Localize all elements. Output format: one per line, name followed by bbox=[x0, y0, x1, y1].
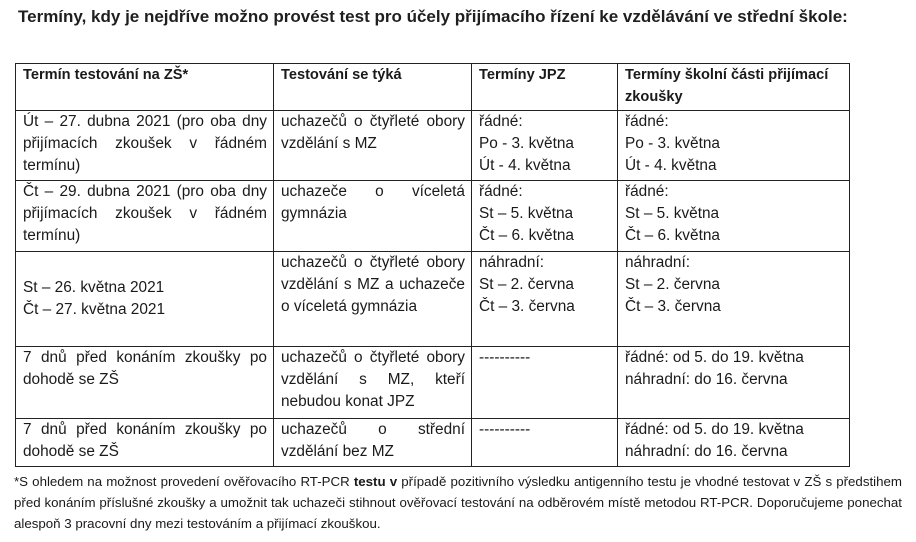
jpz-line: řádné: bbox=[479, 183, 523, 200]
school-line: řádné: od 5. do 19. května bbox=[625, 421, 804, 438]
header-school-exam-dates: Termíny školní části přijímací zkoušky bbox=[618, 64, 850, 111]
header-jpz-dates: Termíny JPZ bbox=[472, 64, 618, 111]
cell-applies-to: uchazečů o čtyřleté obory vzdělání s MZ bbox=[274, 111, 472, 181]
footnote-text: případě pozitivního výsledku antigenního testu je vhodné testovat v ZŠ s předstihem před konáním příslušné zkoušky a umožnit tak uchazeči stihnout ověřovací testování na odběrovém místě metodou RT-PCR. Doporučujeme ponechat alespoň 3 pracovní dny mezi testováním a přijímací zkouškou. bbox=[14, 474, 902, 531]
table-row bbox=[16, 347, 850, 419]
school-line: náhradní: bbox=[625, 254, 691, 271]
test-date-line: Čt – 27. května 2021 bbox=[23, 301, 166, 318]
table-row bbox=[16, 252, 850, 347]
school-line: náhradní: do 16. června bbox=[625, 371, 788, 388]
jpz-line: Čt – 6. května bbox=[479, 227, 574, 244]
cell-applies-to: uchazečů o střední vzdělání bez MZ bbox=[274, 419, 472, 467]
header-test-date: Termín testování na ZŠ* bbox=[16, 64, 274, 111]
table-row bbox=[16, 111, 850, 181]
school-line: Čt – 3. června bbox=[625, 298, 721, 315]
school-line: řádné: od 5. do 19. května bbox=[625, 349, 804, 366]
jpz-line: St – 5. května bbox=[479, 205, 574, 222]
cell-applies-to: uchazečů o čtyřleté obory vzdělání s MZ, kteří nebudou konat JPZ bbox=[274, 347, 472, 419]
cell-jpz-dates bbox=[472, 419, 618, 467]
school-line: řádné: bbox=[625, 183, 669, 200]
table-row bbox=[16, 419, 850, 467]
cell-school-exam-dates bbox=[618, 181, 850, 252]
cell-jpz-dates bbox=[472, 252, 618, 347]
school-line: St – 5. května bbox=[625, 205, 720, 222]
school-line: Po - 3. května bbox=[625, 135, 720, 152]
footnote-text: *S ohledem na možnost provedení ověřovacího RT-PCR bbox=[14, 474, 354, 489]
jpz-line: Po - 3. května bbox=[479, 135, 574, 152]
cell-jpz-dates bbox=[472, 111, 618, 181]
table-header-row bbox=[16, 64, 850, 111]
cell-school-exam-dates bbox=[618, 419, 850, 467]
cell-school-exam-dates bbox=[618, 252, 850, 347]
cell-applies-to: uchazečů o čtyřleté obory vzdělání s MZ a uchazeče o víceletá gymnázia bbox=[274, 252, 472, 347]
cell-applies-to: uchazeče o víceletá gymnázia bbox=[274, 181, 472, 252]
cell-school-exam-dates bbox=[618, 347, 850, 419]
cell-school-exam-dates bbox=[618, 111, 850, 181]
cell-jpz-dates bbox=[472, 347, 618, 419]
exam-schedule-table bbox=[15, 63, 850, 467]
footnote bbox=[14, 471, 902, 534]
jpz-line: ---------- bbox=[479, 421, 531, 438]
jpz-line: Čt – 3. června bbox=[479, 298, 575, 315]
school-line: Út - 4. května bbox=[625, 157, 717, 174]
school-line: řádné: bbox=[625, 113, 669, 130]
jpz-line: Út - 4. května bbox=[479, 157, 571, 174]
jpz-line: ---------- bbox=[479, 349, 531, 366]
jpz-line: náhradní: bbox=[479, 254, 545, 271]
footnote-bold-text: testu v bbox=[353, 474, 398, 489]
cell-test-date: Čt – 29. dubna 2021 (pro oba dny přijímacích zkoušek v řádném termínu) bbox=[16, 181, 274, 252]
page-title: Termíny, kdy je nejdříve možno provést test pro účely přijímacího řízení ke vzdělávání ve střední škole: bbox=[18, 7, 848, 26]
jpz-line: řádné: bbox=[479, 113, 523, 130]
cell-test-date bbox=[16, 252, 274, 347]
jpz-line: St – 2. června bbox=[479, 276, 574, 293]
test-date-line: St – 26. května 2021 bbox=[23, 279, 165, 296]
school-line: St – 2. června bbox=[625, 276, 720, 293]
cell-test-date: 7 dnů před konáním zkoušky po dohodě se ZŠ bbox=[16, 419, 274, 467]
cell-test-date: Út – 27. dubna 2021 (pro oba dny přijímacích zkoušek v řádném termínu) bbox=[16, 111, 274, 181]
school-line: Čt – 6. května bbox=[625, 227, 720, 244]
cell-jpz-dates bbox=[472, 181, 618, 252]
cell-test-date: 7 dnů před konáním zkoušky po dohodě se ZŠ bbox=[16, 347, 274, 419]
header-applies-to: Testování se týká bbox=[274, 64, 472, 111]
school-line: náhradní: do 16. června bbox=[625, 443, 788, 460]
table-row bbox=[16, 181, 850, 252]
